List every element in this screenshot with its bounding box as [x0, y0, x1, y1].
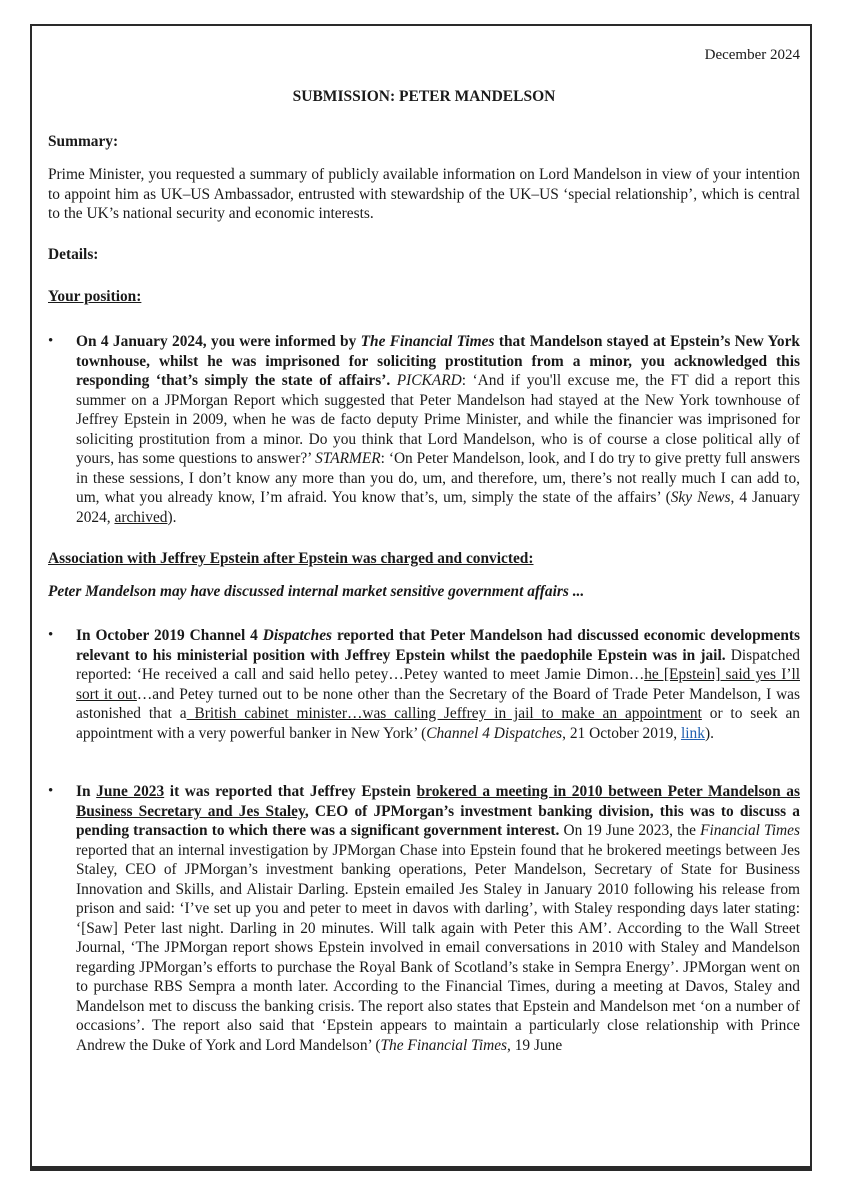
- summary-text: Prime Minister, you requested a summary of publicly available information on Lord Mandelson in view of your intention to appoint him as UK–US Ambassador, entrusted with stewardship of the UK–US ‘special relationship’, which is central to the UK’s national security and economic interests.: [48, 166, 800, 222]
- bullet-dot: •: [48, 783, 54, 799]
- details-heading: Details:: [48, 246, 99, 263]
- bullet-text: On 4 January 2024, you were informed by The Financial Times that Mandelson stayed at Epstein’s New York townhouse, whilst he was imprisoned for soliciting prostitution from a minor, you acknowledged this responding ‘that’s simply the state of affairs’. PICKARD: ‘And if you'll excuse me, the FT did a report this summer on a JPMorgan Report which suggested that Peter Mandelson had stayed at the New York townhouse of Jeffrey Epstein in 2009, when he was de facto deputy Prime Minister, and while the financier was imprisoned for soliciting prostitution from a minor. Do you think that Lord Mandelson, who is of course a close political ally of yours, has some questions to answer?’ STARMER: ‘On Peter Mandelson, look, and I do try to give pretty full answers in these sessions, I don’t know any more than you do, um, and therefore, um, there’s not really much I can add to, um, what you already know, I’m afraid. You know that’s, um, simply the state of the affairs’ (Sky News, 4 January 2024, archived).: [76, 333, 800, 526]
- association-subheading: Peter Mandelson may have discussed internal market sensitive government affairs ...: [48, 583, 585, 600]
- dispatches-link[interactable]: link: [680, 724, 705, 742]
- document-title: SUBMISSION: PETER MANDELSON: [292, 88, 556, 105]
- bullet-position: [48, 332, 800, 527]
- bullet-text: In October 2019 Channel 4 Dispatches reported that Peter Mandelson had discussed economic developments relevant to his ministerial position with Jeffrey Epstein whilst the paedophile Epstein was in jail. Dispatched reported: ‘He received a call and said hello petey…Petey wanted to meet Jamie Dimon…he [Epstein] said yes I’ll sort it out…and Petey turned out to be none other than the Secretary of the Board of Trade Peter Mandelson, I was astonished that a British cabinet minister…was calling Jeffrey in jail to make an appointment or to seek an appointment with a very powerful banker in New York’ (Channel 4 Dispatches, 21 October 2019, link).: [76, 627, 801, 742]
- association-heading: Association with Jeffrey Epstein after Epstein was charged and convicted:: [48, 550, 534, 567]
- bullet-dispatches: [48, 626, 800, 743]
- summary-heading: Summary:: [48, 133, 119, 150]
- bullet-dot: •: [48, 333, 54, 349]
- bullet-dot: •: [48, 627, 54, 643]
- bullet-jpmorgan: [48, 782, 800, 1055]
- your-position-heading: Your position:: [48, 288, 142, 305]
- document-date: December 2024: [704, 47, 800, 63]
- page-border-bottom: [30, 1166, 812, 1171]
- archived-link[interactable]: archived: [114, 508, 168, 526]
- bullet-text: In June 2023 it was reported that Jeffrey Epstein brokered a meeting in 2010 between Peter Mandelson as Business Secretary and Jes Staley, CEO of JPMorgan’s investment banking division, this was to discuss a pending transaction to which there was a significant government interest. On 19 June 2023, the Financial Times reported that an internal investigation by JPMorgan Chase into Epstein found that he brokered meetings between Jes Staley, CEO of JPMorgan’s investment banking operations, Peter Mandelson, Secretary of State for Business Innovation and Skills, and Alistair Darling. Epstein emailed Jes Staley in January 2010 following his release from prison and said: ‘I’ve set up you and peter to meet in davos with darling’, with Staley responding days later stating: ‘[Saw] Peter last night. Darling in 20 minutes. Will talk again with Peter this AM’. According to the Wall Street Journal, ‘The JPMorgan report shows Epstein involved in email conversations in 2010 with Staley and Mandelson regarding JPMorgan’s efforts to purchase the Royal Bank of Scotland’s stake in Sempra Energy’. JPMorgan went on to purchase RBS Sempra a month later. According to the Financial Times, during a meeting at Davos, Staley and Mandelson met to discuss the banking crisis. The report also states that Epstein and Mandelson met ‘on a number of occasions’. The report also said that ‘Epstein appears to maintain a particularly close relationship with Prince Andrew the Duke of York and Lord Mandelson’ (The Financial Times, 19 June: [76, 783, 801, 1054]
